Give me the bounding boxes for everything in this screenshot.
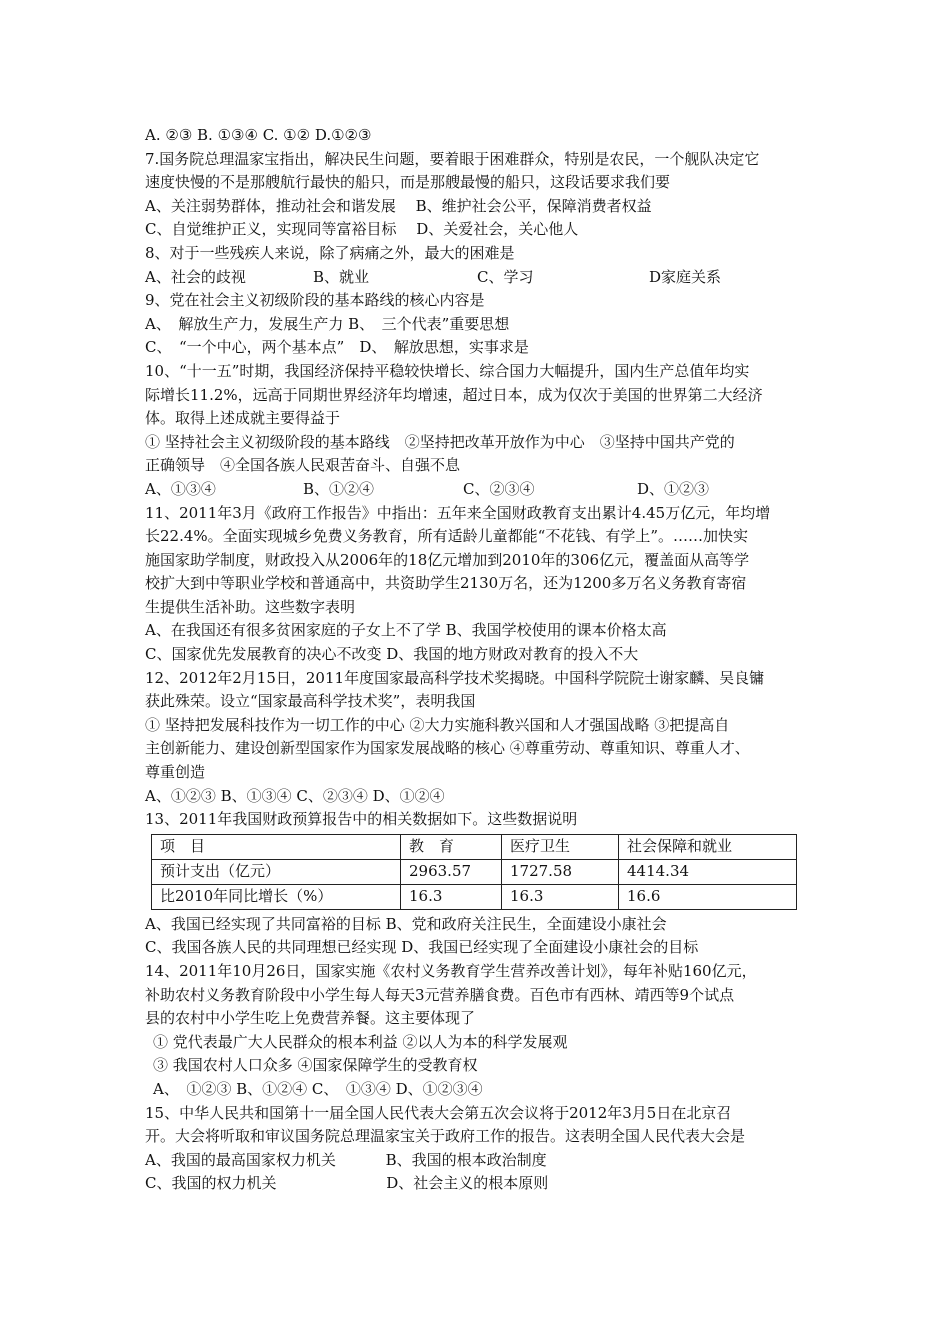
text-line: 速度快慢的不是那艘航行最快的船只，而是那艘最慢的船只，这段话要求我们要 xyxy=(145,173,671,192)
text-line: C、自觉维护正义，实现同等富裕目标 D、关爱社会，关心他人 xyxy=(145,220,579,239)
text-line: C、我国各族人民的共同理想已经实现 D、我国已经实现了全面建设小康社会的目标 xyxy=(145,938,699,957)
table-cell: 2963.57 xyxy=(401,859,502,884)
q10-option-a: A、①③④ xyxy=(145,479,216,498)
text-line: 长22.4%。全面实现城乡免费义务教育，所有适龄儿童都能“不花钱、有学上”。……加快实 xyxy=(145,527,748,546)
block-bottom xyxy=(145,913,815,1196)
text-line: A、关注弱势群体，推动社会和谐发展 B、维护社会公平，保障消费者权益 xyxy=(145,196,652,215)
text-line: 9、党在社会主义初级阶段的基本路线的核心内容是 xyxy=(145,291,485,310)
text-line: C、国家优先发展教育的决心不改变 D、我国的地方财政对教育的投入不大 xyxy=(145,645,639,664)
text-line: 尊重创造 xyxy=(145,763,206,782)
text-line: 体。取得上述成就主要得益于 xyxy=(145,409,341,428)
text-line: A、 ①②③ B、①②④ C、 ①③④ D、①②③④ xyxy=(153,1079,483,1098)
table-header-cell: 项 目 xyxy=(152,834,401,859)
q10-options xyxy=(145,478,815,502)
q8-option-b: B、就业 xyxy=(313,267,370,286)
text-line: 生提供生活补助。这些数字表明 xyxy=(145,597,356,616)
table-header-cell: 社会保障和就业 xyxy=(619,834,797,859)
text-line: A. ②③ B. ①③④ C. ①② D.①②③ xyxy=(145,126,372,144)
text-line: 15、中华人民共和国第十一届全国人民代表大会第五次会议将于2012年3月5日在北京召 xyxy=(145,1103,732,1122)
text-line: 补助农村义务教育阶段中小学生每人每天3元营养膳食费。百色市有西林、靖西等9个试点 xyxy=(145,985,735,1004)
text-line: A、在我国还有很多贫困家庭的子女上不了学 B、我国学校使用的课本价格太高 xyxy=(145,621,667,640)
block-mid1 xyxy=(145,289,815,478)
text-line: C、 “一个中心，两个基本点” D、 解放思想，实事求是 xyxy=(145,338,529,357)
text-line: A、 解放生产力，发展生产力 B、 三个代表”重要思想 xyxy=(145,314,510,333)
text-line: 正确领导 ④全国各族人民艰苦奋斗、自强不息 xyxy=(145,456,461,475)
text-line: 7.国务院总理温家宝指出，解决民生问题，要着眼于困难群众，特别是农民，一个舰队决定它 xyxy=(145,149,760,168)
text-line: 8、对于一些残疾人来说，除了病痛之外，最大的困难是 xyxy=(145,243,515,262)
table-cell: 预计支出（亿元） xyxy=(152,859,401,884)
table-cell: 16.6 xyxy=(619,884,797,909)
table-row xyxy=(152,859,797,884)
q8-option-c: C、学习 xyxy=(477,267,534,286)
text-line: 际增长11.2%，远高于同期世界经济年均增速，超过日本，成为仅次于美国的世界第二大经济 xyxy=(145,385,763,404)
table-cell: 16.3 xyxy=(401,884,502,909)
text-line: ① 党代表最广大人民群众的根本利益 ②以人为本的科学发展观 xyxy=(153,1032,568,1051)
text-line: 获此殊荣。设立“国家最高科学技术奖”，表明我国 xyxy=(145,692,476,711)
table-cell: 1727.58 xyxy=(502,859,619,884)
text-line: A、①②③ B、①③④ C、②③④ D、①②④ xyxy=(145,786,445,805)
table-row xyxy=(152,884,797,909)
text-line: ① 坚持社会主义初级阶段的基本路线 ②坚持把改革开放作为中心 ③坚持中国共产党的 xyxy=(145,432,735,451)
text-line: ③ 我国农村人口众多 ④国家保障学生的受教育权 xyxy=(153,1056,478,1075)
table-cell: 比2010年同比增长（%） xyxy=(152,884,401,909)
q8-option-d: D家庭关系 xyxy=(649,267,722,286)
text-line: 12、2012年2月15日，2011年度国家最高科学技术奖揭晓。中国科学院院士谢家麟、吴良镛 xyxy=(145,668,765,687)
text-line: A、我国已经实现了共同富裕的目标 B、党和政府关注民生，全面建设小康社会 xyxy=(145,914,667,933)
text-line: 主创新能力、建设创新型国家作为国家发展战略的核心 ④尊重劳动、尊重知识、尊重人才、 xyxy=(145,739,750,758)
table-header-cell: 医疗卫生 xyxy=(502,834,619,859)
q8-options xyxy=(145,266,815,290)
q10-option-b: B、①②④ xyxy=(303,479,375,498)
q10-option-c: C、②③④ xyxy=(463,479,535,498)
text-line: 开。大会将听取和审议国务院总理温家宝关于政府工作的报告。这表明全国人民代表大会是 xyxy=(145,1127,746,1146)
text-line: 13、2011年我国财政预算报告中的相关数据如下。这些数据说明 xyxy=(145,810,578,829)
text-line: 施国家助学制度，财政投入从2006年的18亿元增加到2010年的306亿元，覆盖面从高等学 xyxy=(145,550,750,569)
text-line: 11、2011年3月《政府工作报告》中指出：五年来全国财政教育支出累计4.45万亿元，年均增 xyxy=(145,503,771,522)
text-line: C、我国的权力机关 D、社会主义的根本原则 xyxy=(145,1174,549,1193)
budget-table xyxy=(151,834,797,910)
table-cell: 4414.34 xyxy=(619,859,797,884)
exam-page xyxy=(145,124,815,1196)
text-line: A、我国的最高国家权力机关 B、我国的根本政治制度 xyxy=(145,1150,547,1169)
block-mid2 xyxy=(145,502,815,832)
table-cell: 16.3 xyxy=(502,884,619,909)
text-line: 校扩大到中等职业学校和普通高中，共资助学生2130万名，还为1200多万名义务教育寄宿 xyxy=(145,574,747,593)
text-line: ① 坚持把发展科技作为一切工作的中心 ②大力实施科教兴国和人才强国战略 ③把提高自 xyxy=(145,715,730,734)
table-header-row xyxy=(152,834,797,859)
table-header-cell: 教 育 xyxy=(401,834,502,859)
q8-option-a: A、社会的歧视 xyxy=(145,267,246,286)
q10-option-d: D、①②③ xyxy=(637,479,710,498)
text-line: 10、“十一五”时期，我国经济保持平稳较快增长、综合国力大幅提升，国内生产总值年均实 xyxy=(145,361,750,380)
text-line: 县的农村中小学生吃上免费营养餐。这主要体现了 xyxy=(145,1009,476,1028)
text-line: 14、2011年10月26日，国家实施《农村义务教育学生营养改善计划》，每年补贴160亿元， xyxy=(145,962,757,980)
block-top xyxy=(145,124,815,266)
